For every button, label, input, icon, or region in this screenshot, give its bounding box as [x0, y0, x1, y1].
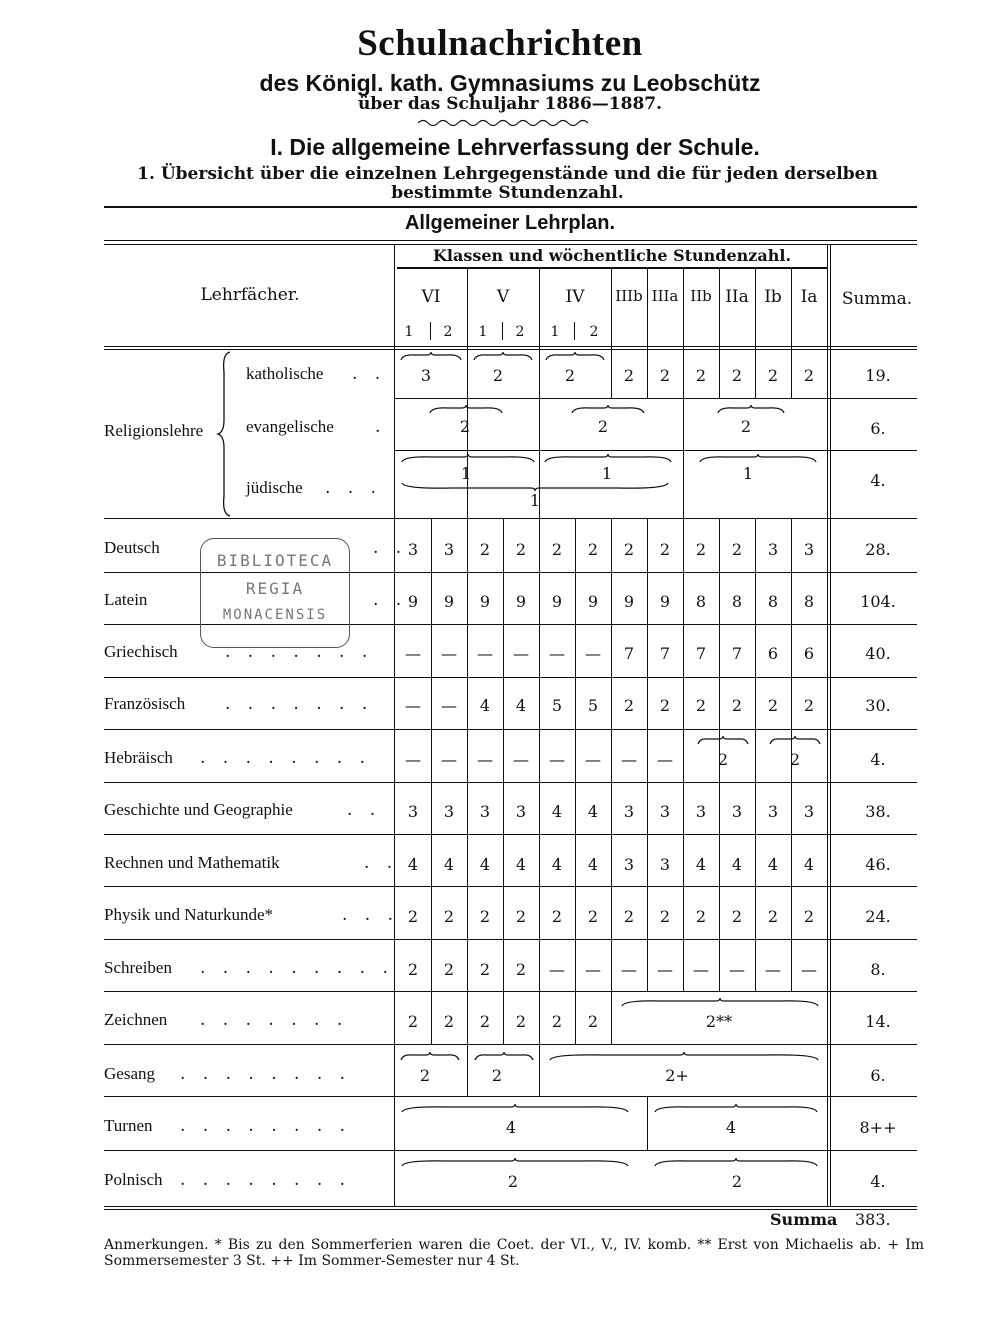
hours-value: 2: [407, 960, 419, 979]
row-label: Hebräisch: [104, 748, 173, 767]
merged-hours-value: 2+: [665, 1066, 689, 1085]
row-label: Französisch: [104, 694, 186, 713]
hours-value: 2: [407, 1012, 419, 1031]
hours-value: 9: [551, 592, 563, 611]
hours-value: 2: [515, 1012, 527, 1031]
hours-value: —: [441, 644, 457, 663]
hours-value: 2: [623, 366, 635, 385]
hours-value: 2: [407, 907, 419, 926]
hours-value: 3: [420, 366, 432, 385]
hours-value: 2: [587, 907, 599, 926]
hours-value: —: [585, 644, 601, 663]
hours-value: 3: [407, 540, 419, 559]
hours-value: 3: [803, 540, 815, 559]
school-year: über das Schuljahr 1886—1887.: [357, 94, 663, 114]
brace-mark: [545, 454, 671, 464]
row-label: Schreiben: [104, 958, 172, 977]
hours-value: —: [693, 960, 709, 979]
hours-value: —: [549, 960, 565, 979]
row-sum: 38.: [865, 802, 891, 821]
hours-value: 2: [695, 540, 707, 559]
hours-value: 9: [407, 592, 419, 611]
hours-value: 2: [443, 907, 455, 926]
row-label: Deutsch: [104, 538, 160, 557]
hours-value: —: [621, 750, 637, 769]
row-sum: 104.: [860, 592, 896, 611]
hours-value: 2: [767, 907, 779, 926]
hours-value: 3: [731, 802, 743, 821]
row-sum: 6.: [870, 1066, 886, 1085]
row-sum: 46.: [865, 855, 891, 874]
hours-value: 2: [695, 366, 707, 385]
hours-value: —: [765, 960, 781, 979]
class-VI: VI: [421, 287, 441, 307]
row-sum: 4.: [870, 471, 886, 490]
religion-group-label: Religionslehre: [104, 421, 204, 440]
brace-mark: [402, 481, 668, 491]
hours-value: 2: [492, 366, 504, 385]
hours-value: 4: [695, 855, 707, 874]
hours-value: 7: [623, 644, 635, 663]
hours-value: 9: [443, 592, 455, 611]
hours-value: 2: [695, 696, 707, 715]
hours-value: 3: [659, 802, 671, 821]
hours-value: 2: [659, 366, 671, 385]
row-label: Polnisch: [104, 1170, 163, 1189]
merged-hours-value: 2: [789, 750, 801, 769]
hours-value: 2: [695, 907, 707, 926]
hours-value: —: [405, 750, 421, 769]
stamp-line: BIBLIOTECA: [216, 551, 334, 570]
hours-value: 8: [803, 592, 815, 611]
hours-value: 9: [587, 592, 599, 611]
hours-value: 2: [551, 907, 563, 926]
page-title: Schulnachrichten: [357, 23, 643, 64]
row-label: Gesang: [104, 1064, 155, 1083]
hours-value: 2: [731, 907, 743, 926]
hours-value: —: [549, 644, 565, 663]
hours-value: 2: [443, 960, 455, 979]
class-IIb: IIb: [690, 287, 712, 305]
brace-mark: [622, 998, 818, 1008]
total-value: 383.: [855, 1210, 891, 1229]
leader-dots: . . . . . . . .: [200, 748, 372, 768]
hours-value: 2: [515, 960, 527, 979]
leader-dots: .: [375, 417, 387, 437]
brace-mark: [698, 736, 748, 746]
brace-mark: [546, 352, 604, 362]
row-label: Turnen: [104, 1116, 153, 1135]
wavy-divider: [418, 118, 588, 128]
hours-value: —: [621, 960, 637, 979]
subjects-column-header: Lehrfächer.: [200, 285, 300, 305]
hours-value: —: [801, 960, 817, 979]
hours-value: 1: [601, 464, 613, 483]
leader-dots: . .: [373, 590, 408, 610]
leader-dots: . .: [364, 853, 399, 873]
row-sum: 8.: [870, 960, 886, 979]
leader-dots: . . . . . . . .: [180, 1170, 352, 1190]
footnotes: Anmerkungen. * Bis zu den Sommerferien waren die Coet. der VI., V., IV. komb. ** Erst von Michaelis ab. + Im Sommersemester 3 St. ++ Im Sommer-Semester nur 4 St.: [104, 1237, 924, 1269]
leader-dots: . . . . . . . .: [180, 1064, 352, 1084]
hours-value: 4: [515, 855, 527, 874]
hours-value: —: [585, 960, 601, 979]
hours-value: 2: [564, 366, 576, 385]
leader-dots: . . .: [325, 478, 383, 498]
subdivision-label: 2: [515, 324, 525, 340]
hours-value: 3: [695, 802, 707, 821]
brace-mark: [475, 1052, 533, 1062]
class-V: V: [496, 287, 510, 307]
row-label: Physik und Naturkunde*: [104, 905, 274, 924]
hours-value: 7: [731, 644, 743, 663]
hours-value: —: [513, 750, 529, 769]
brace-mark: [402, 1104, 628, 1114]
hours-value: 3: [443, 540, 455, 559]
hours-value: 2: [740, 417, 752, 436]
hours-value: 1: [742, 464, 754, 483]
merged-hours-value: 2: [731, 1172, 743, 1191]
hours-value: 3: [767, 802, 779, 821]
hours-value: 2: [659, 696, 671, 715]
row-sum: 8++: [859, 1118, 897, 1137]
class-IIa: IIa: [725, 287, 749, 307]
hours-value: 9: [515, 592, 527, 611]
brace-mark: [550, 1052, 818, 1062]
hours-value: —: [405, 696, 421, 715]
hours-value: 4: [479, 855, 491, 874]
hours-value: 2: [443, 1012, 455, 1031]
hours-value: 2: [767, 696, 779, 715]
hours-value: —: [513, 644, 529, 663]
section-heading: I. Die allgemeine Lehrverfassung der Schule.: [270, 134, 760, 160]
leader-dots: . . . . . . . . .: [200, 958, 394, 978]
hours-value: —: [729, 960, 745, 979]
hours-value: 3: [407, 802, 419, 821]
class-IV: IV: [565, 287, 585, 307]
merged-hours-value: 2: [419, 1066, 431, 1085]
leader-dots: . . . . . . .: [225, 642, 374, 662]
leader-dots: . . . . . . .: [225, 694, 374, 714]
hours-value: 5: [587, 696, 599, 715]
hours-value: 9: [479, 592, 491, 611]
hours-value: 2: [803, 907, 815, 926]
hours-value: 2: [551, 1012, 563, 1031]
merged-hours-value: 2: [717, 750, 729, 769]
brace-mark: [655, 1104, 817, 1114]
row-label: Geschichte und Geographie: [104, 800, 293, 819]
hours-value: 2: [515, 907, 527, 926]
brace-mark: [401, 352, 461, 362]
hours-value: 2: [803, 696, 815, 715]
hours-value: 8: [731, 592, 743, 611]
hours-value: —: [441, 750, 457, 769]
hours-value: 2: [597, 417, 609, 436]
hours-value: 2: [623, 696, 635, 715]
hours-value: 4: [443, 855, 455, 874]
subdivision-label: 2: [589, 324, 599, 340]
row-label: Griechisch: [104, 642, 178, 661]
hours-value: 2: [731, 366, 743, 385]
hours-value: 2: [587, 1012, 599, 1031]
hours-value: 4: [479, 696, 491, 715]
hours-value: 3: [803, 802, 815, 821]
hours-value: 8: [695, 592, 707, 611]
brace-mark: [655, 1158, 817, 1168]
hours-value: 3: [443, 802, 455, 821]
row-sum: 24.: [865, 907, 891, 926]
hours-value: 6: [803, 644, 815, 663]
leader-dots: . . .: [342, 905, 400, 925]
row-label: Zeichnen: [104, 1010, 168, 1029]
total-label: Summa: [770, 1210, 838, 1229]
brace-mark: [474, 352, 532, 362]
hours-value: —: [405, 644, 421, 663]
row-sum: 28.: [865, 540, 891, 559]
hours-value: 4: [551, 855, 563, 874]
hours-value: —: [477, 750, 493, 769]
row-sum: 19.: [865, 366, 891, 385]
brace-mark: [700, 454, 816, 464]
hours-value: 6: [767, 644, 779, 663]
leader-dots: . .: [352, 364, 387, 384]
merged-hours-value: 2**: [705, 1012, 733, 1031]
subdivision-label: 1: [478, 324, 488, 340]
leader-dots: . . . . . . .: [200, 1010, 349, 1030]
hours-value: 2: [479, 540, 491, 559]
hours-value: 4: [407, 855, 419, 874]
class-IIIa: IIIa: [651, 287, 679, 305]
leader-dots: . .: [347, 800, 382, 820]
hours-value: 2: [515, 540, 527, 559]
hours-value: 4: [587, 855, 599, 874]
hours-value: 9: [659, 592, 671, 611]
hours-value: 2: [623, 907, 635, 926]
library-stamp: [200, 538, 350, 648]
stamp-line: REGIA: [245, 579, 305, 598]
brace-mark: [402, 454, 534, 464]
row-sum: 30.: [865, 696, 891, 715]
hours-value: 2: [767, 366, 779, 385]
subdivision-label: 2: [443, 324, 453, 340]
hours-value: 7: [695, 644, 707, 663]
row-label: Latein: [104, 590, 148, 609]
hours-value: 4: [803, 855, 815, 874]
hours-value: 2: [623, 540, 635, 559]
leader-dots: . . . . . . . .: [180, 1116, 352, 1136]
hours-value: 2: [479, 907, 491, 926]
hours-value: 2: [479, 960, 491, 979]
hours-value: —: [441, 696, 457, 715]
merged-hours-value: 2: [491, 1066, 503, 1085]
merged-hours-value: 2: [507, 1172, 519, 1191]
brace-mark: [402, 1158, 628, 1168]
subdivision-label: 1: [550, 324, 560, 340]
hours-value: 7: [659, 644, 671, 663]
brace-mark: [718, 405, 784, 415]
hours-value: 4: [587, 802, 599, 821]
class-Ia: Ia: [800, 287, 818, 307]
hours-value: 2: [731, 540, 743, 559]
hours-value: 4: [767, 855, 779, 874]
hours-value: 3: [623, 855, 635, 874]
brace-mark: [430, 405, 502, 415]
hours-value: —: [657, 750, 673, 769]
class-IIIb: IIIb: [615, 287, 643, 305]
hours-value: —: [549, 750, 565, 769]
school-name: des Königl. kath. Gymnasiums zu Leobschütz: [259, 70, 761, 96]
row-label-juedische: jüdische: [246, 478, 303, 497]
hours-value: 2: [479, 1012, 491, 1031]
hours-value: 2: [731, 696, 743, 715]
sum-column-header: Summa.: [841, 289, 913, 309]
hours-value: —: [477, 644, 493, 663]
leader-dots: . .: [373, 538, 408, 558]
hours-value: 2: [459, 417, 471, 436]
row-sum: 40.: [865, 644, 891, 663]
hours-value: —: [657, 960, 673, 979]
row-label-evangelische: evangelische: [246, 417, 334, 436]
hours-value: 5: [551, 696, 563, 715]
subsection-heading: 1. Übersicht über die einzelnen Lehrgegenstände und die für jeden derselben bestimmte Stundenzahl.: [137, 164, 878, 203]
hours-value: 2: [659, 540, 671, 559]
brace-mark: [572, 405, 644, 415]
brace-mark: [770, 736, 820, 746]
hours-value: 9: [623, 592, 635, 611]
hours-value: 3: [479, 802, 491, 821]
merged-hours-value: 4: [505, 1118, 517, 1137]
brace-mark: [401, 1052, 459, 1062]
hours-value: 3: [767, 540, 779, 559]
row-label-katholische: katholische: [246, 364, 324, 383]
hours-value: 3: [515, 802, 527, 821]
row-sum: 6.: [870, 419, 886, 438]
hours-value: —: [585, 750, 601, 769]
merged-hours-value: 4: [725, 1118, 737, 1137]
hours-value: 3: [659, 855, 671, 874]
classes-column-header: Klassen und wöchentliche Stundenzahl.: [432, 246, 792, 265]
row-sum: 4.: [870, 1172, 886, 1191]
row-sum: 4.: [870, 750, 886, 769]
hours-value: 1: [460, 464, 472, 483]
hours-value: 2: [551, 540, 563, 559]
hours-value: 2: [587, 540, 599, 559]
class-Ib: Ib: [764, 287, 782, 307]
hours-value: 2: [659, 907, 671, 926]
rule: [104, 206, 917, 208]
hours-value: 8: [767, 592, 779, 611]
row-sum: 14.: [865, 1012, 891, 1031]
hours-value: 2: [803, 366, 815, 385]
hours-value: 4: [515, 696, 527, 715]
hours-value: 4: [731, 855, 743, 874]
curly-brace-icon: [218, 352, 236, 516]
hours-value: 3: [623, 802, 635, 821]
row-label: Rechnen und Mathematik: [104, 853, 280, 872]
subdivision-label: 1: [404, 324, 414, 340]
stamp-line: MONACENSIS: [222, 607, 328, 623]
hours-value: 1: [529, 491, 541, 510]
hours-value: 4: [551, 802, 563, 821]
plan-title: Allgemeiner Lehrplan.: [404, 212, 616, 234]
